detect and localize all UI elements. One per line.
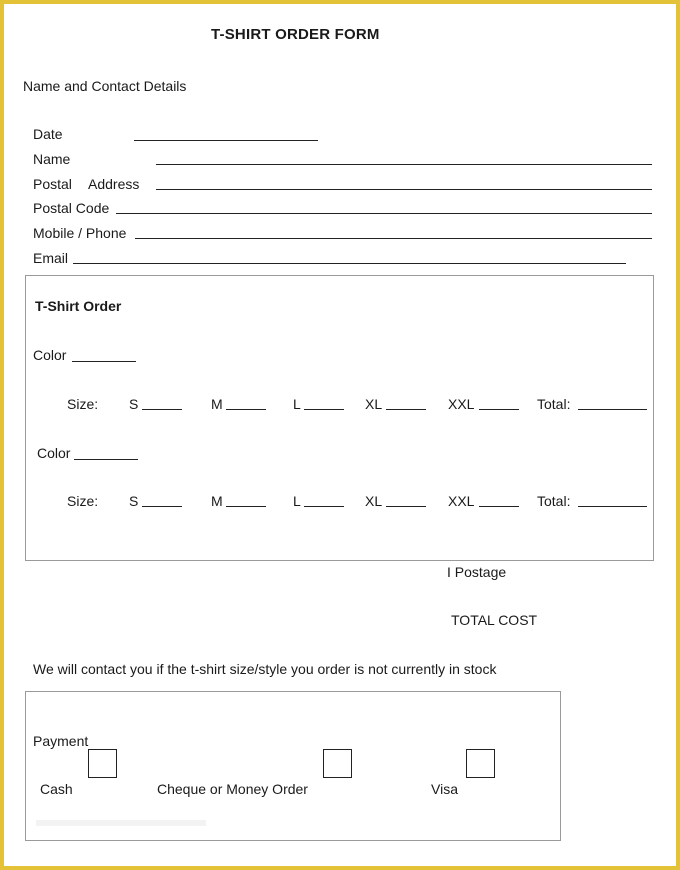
total-label-2: Total: bbox=[537, 493, 571, 509]
size-m-label-2: M bbox=[211, 493, 223, 509]
postal-code-field[interactable] bbox=[116, 213, 652, 214]
size-l-field-1[interactable] bbox=[304, 409, 344, 410]
visa-checkbox[interactable] bbox=[466, 749, 495, 778]
size-m-field-2[interactable] bbox=[226, 506, 266, 507]
contact-details-heading: Name and Contact Details bbox=[23, 78, 187, 94]
tshirt-order-heading: T-Shirt Order bbox=[35, 298, 122, 314]
email-label: Email bbox=[33, 250, 69, 266]
date-label: Date bbox=[33, 126, 63, 142]
mobile-phone-label: Mobile / Phone bbox=[33, 225, 127, 241]
form-title: T-SHIRT ORDER FORM bbox=[211, 26, 380, 43]
faint-watermark bbox=[36, 820, 206, 826]
payment-heading: Payment bbox=[33, 733, 89, 749]
size-xxl-label-2: XXL bbox=[448, 493, 475, 509]
name-field[interactable] bbox=[156, 164, 652, 165]
postage-label: I Postage bbox=[447, 564, 507, 580]
size-s-field-1[interactable] bbox=[142, 409, 182, 410]
email-field[interactable] bbox=[73, 263, 626, 264]
total-label-1: Total: bbox=[537, 396, 571, 412]
total-cost-label: TOTAL COST bbox=[451, 612, 538, 628]
date-field[interactable] bbox=[134, 140, 318, 141]
postal-code-label: Postal Code bbox=[33, 200, 110, 216]
size-xxl-label-1: XXL bbox=[448, 396, 475, 412]
size-s-field-2[interactable] bbox=[142, 506, 182, 507]
total-field-2[interactable] bbox=[578, 506, 647, 507]
tshirt-order-box bbox=[25, 275, 654, 561]
mobile-phone-field[interactable] bbox=[135, 238, 652, 239]
color-field-1[interactable] bbox=[72, 361, 136, 362]
size-xl-label-2: XL bbox=[365, 493, 383, 509]
size-m-label-1: M bbox=[211, 396, 223, 412]
color-field-2[interactable] bbox=[74, 459, 138, 460]
size-l-field-2[interactable] bbox=[304, 506, 344, 507]
color-label-1: Color bbox=[33, 347, 67, 363]
stock-note: We will contact you if the t-shirt size/style you order is not currently in stock bbox=[33, 661, 497, 677]
size-label-2: Size: bbox=[67, 493, 99, 509]
size-xl-label-1: XL bbox=[365, 396, 383, 412]
size-s-label-2: S bbox=[129, 493, 139, 509]
cheque-label: Cheque or Money Order bbox=[157, 781, 308, 797]
size-label-1: Size: bbox=[67, 396, 99, 412]
postal-address-label-1: Postal bbox=[33, 176, 72, 192]
cheque-checkbox[interactable] bbox=[323, 749, 352, 778]
size-xxl-field-2[interactable] bbox=[479, 506, 519, 507]
visa-label: Visa bbox=[431, 781, 458, 797]
size-m-field-1[interactable] bbox=[226, 409, 266, 410]
total-field-1[interactable] bbox=[578, 409, 647, 410]
size-xl-field-2[interactable] bbox=[386, 506, 426, 507]
cash-checkbox[interactable] bbox=[88, 749, 117, 778]
size-s-label-1: S bbox=[129, 396, 139, 412]
name-label: Name bbox=[33, 151, 71, 167]
color-label-2: Color bbox=[37, 445, 71, 461]
size-l-label-1: L bbox=[293, 396, 301, 412]
size-xl-field-1[interactable] bbox=[386, 409, 426, 410]
size-xxl-field-1[interactable] bbox=[479, 409, 519, 410]
postal-address-label-2: Address bbox=[88, 176, 140, 192]
cash-label: Cash bbox=[40, 781, 73, 797]
size-l-label-2: L bbox=[293, 493, 301, 509]
postal-address-field[interactable] bbox=[156, 189, 652, 190]
